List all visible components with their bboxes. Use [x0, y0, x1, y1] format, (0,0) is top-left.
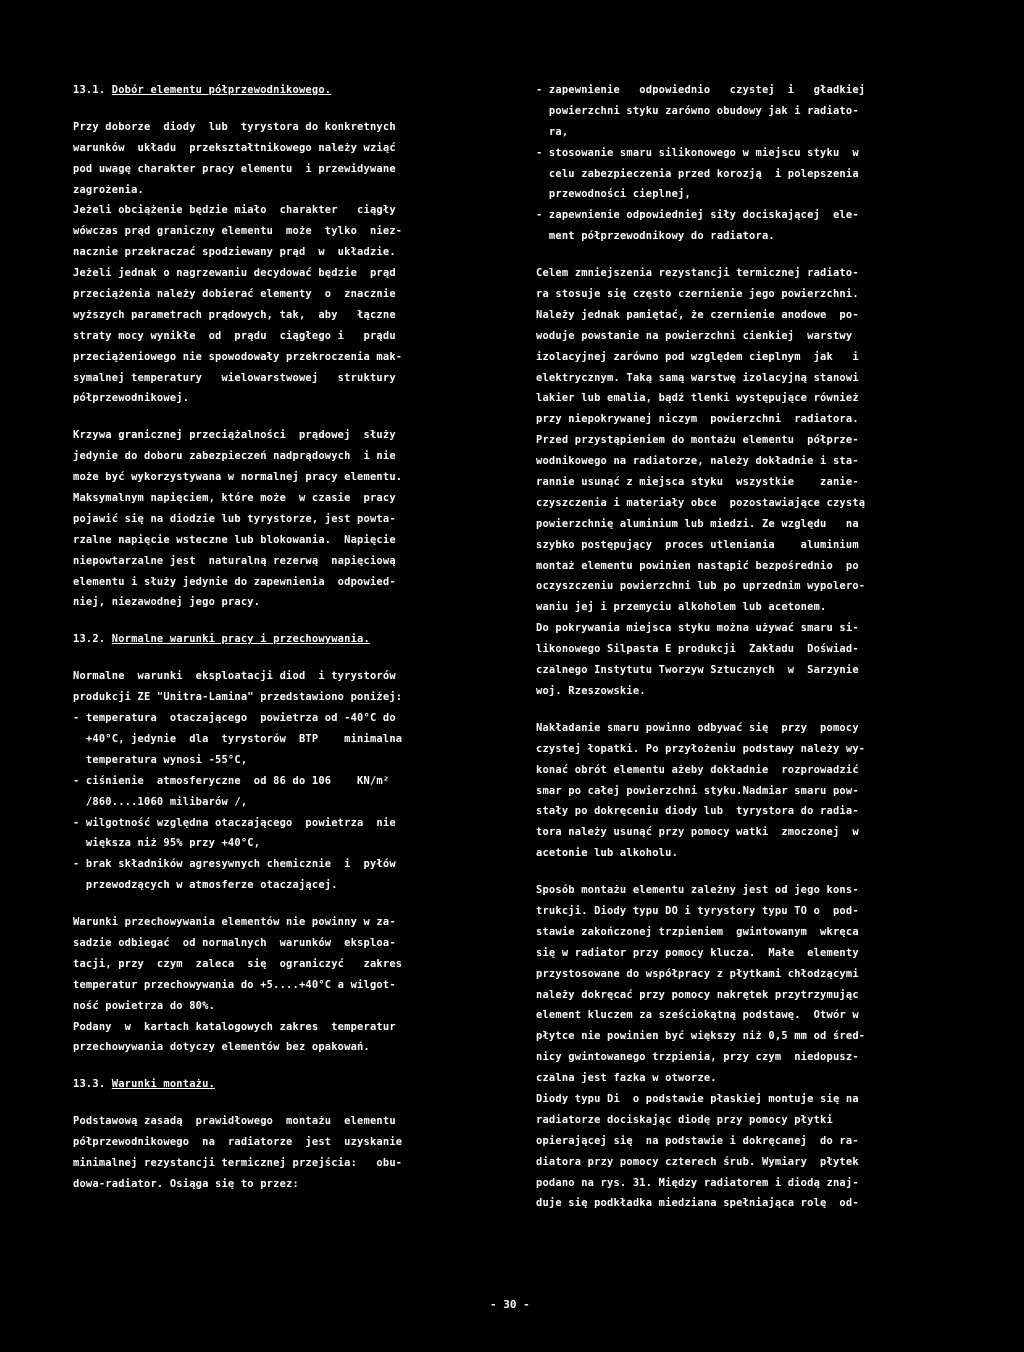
right-text-column: [536, 80, 976, 1214]
right-text-line: nicy gwintowanego trzpienia, przy czym niedopusz-: [536, 1051, 859, 1064]
right-text-line: celu zabezpieczenia przed korozją i polepszenia: [536, 167, 859, 180]
left-text-line: minimalnej rezystancji termicznej przejścia: obu-: [73, 1156, 403, 1169]
left-spacer: [73, 1095, 501, 1111]
right-text-line: przy niepokrywanej niczym powierzchni radiatora.: [536, 413, 859, 426]
left-text-line: rzalne napięcie wsteczne lub blokowania. Napięcie: [73, 533, 396, 546]
right-text-line: należy dokręcać przy pomocy nakrętek przytrzymując: [536, 988, 859, 1001]
right-text-line: konać obrót elementu ażeby dokładnie rozprowadzić: [536, 763, 859, 776]
right-text-line: - stosowanie smaru silikonowego w miejscu styku w: [536, 146, 859, 159]
left-text-column: [73, 80, 501, 1195]
left-text-line: produkcji ZE "Unitra-Lamina" przedstawiono poniżej:: [73, 691, 403, 704]
left-spacer: [73, 101, 501, 117]
left-spacer: [73, 613, 501, 629]
left-text-line: półprzewodnikowej.: [73, 392, 190, 405]
left-text-line: Podstawową zasadą prawidłowego montażu elementu: [73, 1115, 396, 1128]
right-text-line: element kluczem za sześciokątną podstawę. Otwór w: [536, 1009, 859, 1022]
right-text-line: Sposób montażu elementu zależny jest od jego kons-: [536, 884, 859, 897]
right-text-line: powierzchni styku zarówno obudowy jak i radiato-: [536, 104, 859, 117]
right-text-line: stawie zakończonej trzpieniem gwintowanym wkręca: [536, 925, 859, 938]
left-text-line: straty mocy wynikłe od prądu ciągłego i prądu: [73, 329, 396, 342]
right-text-line: woj. Rzeszowskie.: [536, 684, 646, 697]
right-text-line: podano na rys. 31. Między radiatorem i diodą znaj-: [536, 1176, 859, 1189]
left-text-line: niej, niezawodnej jego pracy.: [73, 596, 261, 609]
left-text-line: warunków układu przekształtnikowego należy wziąć: [73, 141, 396, 154]
left-text-line: nacznie przekraczać spodziewany prąd w układzie.: [73, 246, 396, 259]
left-text-line: symalnej temperatury wielowarstwowej struktury: [73, 371, 396, 384]
right-text-line: płytce nie powinien być większy niż 0,5 mm od śred-: [536, 1030, 866, 1043]
section-heading: 13.1. Dobór elementu półprzewodnikowego.: [73, 84, 332, 96]
right-text-line: montaż elementu powinien nastąpić bezpośrednio po: [536, 559, 859, 572]
right-spacer: [536, 247, 976, 263]
left-text-line: /860....1060 milibarów /,: [73, 795, 248, 808]
right-text-line: ra,: [536, 125, 569, 138]
right-text-line: ment półprzewodnikowy do radiatora.: [536, 230, 775, 243]
left-text-line: Podany w kartach katalogowych zakres temperatur: [73, 1020, 396, 1033]
right-text-line: radiatorze dociskając diodę przy pomocy płytki: [536, 1113, 833, 1126]
right-text-line: przewodności cieplnej,: [536, 188, 691, 201]
left-text-line: Normalne warunki eksploatacji diod i tyrystorów: [73, 670, 396, 683]
left-text-line: Jeżeli jednak o nagrzewaniu decydować będzie prąd: [73, 267, 396, 280]
right-text-line: woduje powstanie na powierzchni cienkiej warstwy: [536, 329, 853, 342]
left-text-line: tacji, przy czym zaleca się ograniczyć zakres: [73, 957, 403, 970]
right-text-line: ra stosuje się często czernienie jego powierzchni.: [536, 288, 859, 301]
right-text-line: przystosowane do współpracy z płytkami chłodzącymi: [536, 967, 859, 980]
right-text-line: diatora przy pomocy czterech śrub. Wymiary płytek: [536, 1155, 859, 1168]
right-text-line: rannie usunąć z miejsca styku wszystkie zanie-: [536, 476, 859, 489]
right-text-line: - zapewnienie odpowiednio czystej i gładkiej: [536, 84, 866, 96]
left-text-line: przewodzących w atmosferze otaczającej.: [73, 879, 338, 892]
right-text-line: czalna jest fazka w otworze.: [536, 1072, 717, 1085]
left-text-line: ność powietrza do 80%.: [73, 999, 216, 1012]
left-text-line: wówczas prąd graniczny elementu może tylko niez-: [73, 225, 403, 238]
right-text-line: tora należy usunąć przy pomocy watki zmoczonej w: [536, 826, 859, 839]
left-text-line: - wilgotność względna otaczającego powietrza nie: [73, 816, 396, 829]
right-text-line: czyszczenia i materiały obce pozostawiające czystą: [536, 496, 866, 509]
right-text-line: elektrycznym. Taką samą warstwę izolacyjną stanowi: [536, 371, 859, 384]
left-text-line: pod uwagę charakter pracy elementu i przewidywane: [73, 162, 396, 175]
left-text-line: Jeżeli obciążenie będzie miało charakter ciągły: [73, 204, 396, 217]
left-text-line: przechowywania dotyczy elementów bez opakowań.: [73, 1041, 370, 1054]
right-text-line: opierającej się na podstawie i dokręcanej do ra-: [536, 1134, 859, 1147]
section-heading: 13.2. Normalne warunki pracy i przechowywania.: [73, 633, 370, 646]
right-text-line: smar po całej powierzchni styku.Nadmiar smaru pow-: [536, 784, 859, 797]
left-text-line: większa niż 95% przy +40°C,: [73, 837, 261, 850]
left-spacer: [73, 409, 501, 425]
right-text-line: trukcji. Diody typu DO i tyrystory typu TO o pod-: [536, 904, 859, 917]
left-spacer: [73, 1058, 501, 1074]
right-text-line: szybko postępujący proces utleniania aluminium: [536, 538, 859, 551]
right-text-line: waniu jej i przemyciu alkoholem lub acetonem.: [536, 601, 827, 614]
right-text-line: duje się podkładka miedziana spełniająca rolę od-: [536, 1197, 859, 1210]
left-text-line: niepowtarzalne jest naturalną rezerwą napięciową: [73, 554, 396, 567]
left-text-line: - brak składników agresywnych chemicznie i pyłów: [73, 858, 396, 871]
left-text-line: może być wykorzystywana w normalnej pracy elementu.: [73, 471, 403, 484]
right-text-line: lakier lub emalia, bądź tlenki występujące również: [536, 392, 859, 405]
left-spacer: [73, 650, 501, 666]
right-text-line: Nakładanie smaru powinno odbywać się przy pomocy: [536, 721, 859, 734]
left-text-line: Przy doborze diody lub tyrystora do konkretnych: [73, 120, 396, 133]
left-text-line: - temperatura otaczającego powietrza od -40°C do: [73, 712, 396, 725]
left-text-line: wyższych parametrach prądowych, tak, aby łączne: [73, 308, 396, 321]
left-text-line: Warunki przechowywania elementów nie powinny w za-: [73, 916, 396, 929]
right-text-line: Należy jednak pamiętać, że czernienie anodowe po-: [536, 308, 859, 321]
left-text-line: jedynie do doboru zabezpieczeń nadprądowych i nie: [73, 450, 396, 463]
left-text-line: pojawić się na diodzie lub tyrystorze, jest powta-: [73, 512, 396, 525]
right-text-line: Przed przystąpieniem do montażu elementu półprze-: [536, 434, 859, 447]
left-text-line: +40°C, jedynie dla tyrystorów BTP minimalna: [73, 732, 403, 745]
right-text-line: acetonie lub alkoholu.: [536, 847, 679, 860]
left-text-line: elementu i służy jedynie do zapewnienia odpowied-: [73, 575, 396, 588]
left-text-line: temperatur przechowywania do +5....+40°C a wilgot-: [73, 978, 396, 991]
page-number: - 30 -: [490, 1298, 530, 1311]
right-text-line: Do pokrywania miejsca styku można używać smaru si-: [536, 622, 859, 635]
right-text-line: likonowego Silpasta E produkcji Zakładu Doświad-: [536, 643, 859, 656]
right-text-line: wodnikowego na radiatorze, należy dokładnie i sta-: [536, 455, 859, 468]
left-text-line: - ciśnienie atmosferyczne od 86 do 106 KN/m²: [73, 774, 390, 787]
right-text-line: stały po dokręceniu diody lub tyrystora do radia-: [536, 805, 859, 818]
left-text-line: zagrożenia.: [73, 183, 145, 196]
left-spacer: [73, 896, 501, 912]
left-text-line: Krzywa granicznej przeciążalności prądowej służy: [73, 429, 396, 442]
left-text-line: przeciążenia należy dobierać elementy o znacznie: [73, 288, 396, 301]
right-spacer: [536, 702, 976, 718]
left-text-line: temperatura wynosi -55°C,: [73, 753, 248, 766]
left-text-line: sadzie odbiegać od normalnych warunków eksploa-: [73, 936, 396, 949]
right-text-line: izolacyjnej zarówno pod względem cieplnym jak i: [536, 350, 859, 363]
right-text-line: powierzchnię aluminium lub miedzi. Ze względu na: [536, 517, 859, 530]
right-text-line: - zapewnienie odpowiedniej siły dociskającej ele-: [536, 209, 859, 222]
right-spacer: [536, 864, 976, 880]
right-text-line: oczyszczeniu powierzchni lub po uprzednim wypolero-: [536, 580, 866, 593]
right-text-line: Diody typu Di o podstawie płaskiej montuje się na: [536, 1092, 859, 1105]
left-text-line: przeciążeniowego nie spowodowały przekroczenia mak-: [73, 350, 403, 363]
left-text-line: półprzewodnikowego na radiatorze jest uzyskanie: [73, 1136, 403, 1149]
right-text-line: czystej łopatki. Po przyłożeniu podstawy należy wy-: [536, 742, 866, 755]
left-text-line: Maksymalnym napięciem, które może w czasie pracy: [73, 492, 396, 505]
right-text-line: Celem zmniejszenia rezystancji termicznej radiato-: [536, 267, 859, 280]
right-text-line: czalnego Instytutu Tworzyw Sztucznych w Sarzynie: [536, 664, 859, 677]
right-text-line: się w radiator przy pomocy klucza. Małe elementy: [536, 946, 859, 959]
section-heading: 13.3. Warunki montażu.: [73, 1078, 216, 1091]
left-text-line: dowa-radiator. Osiąga się to przez:: [73, 1177, 299, 1190]
